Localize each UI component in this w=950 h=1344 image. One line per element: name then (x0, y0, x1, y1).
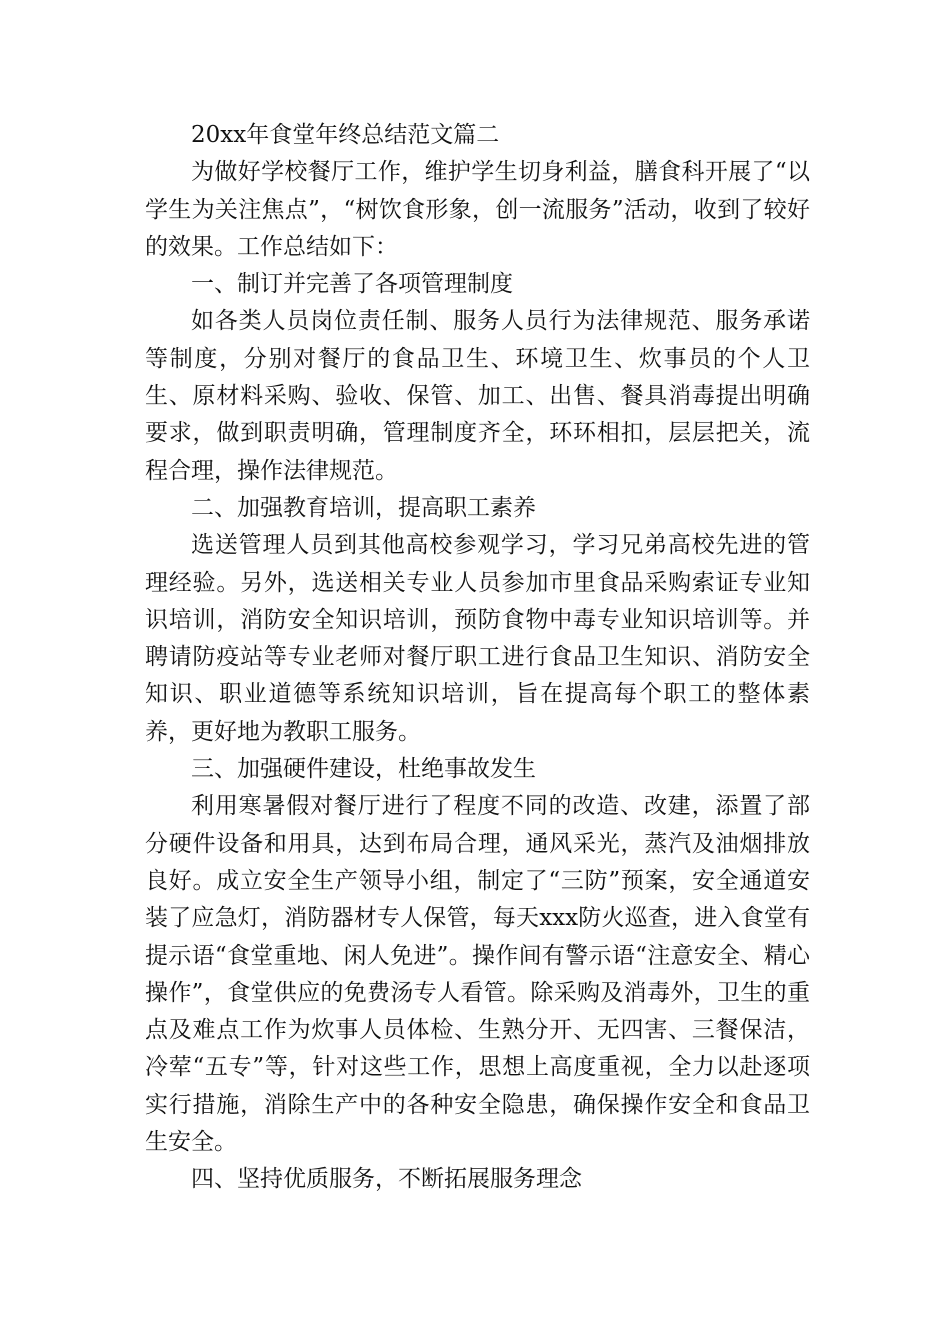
document-title: 20xx年食堂年终总结范文篇二 (191, 122, 500, 148)
document-body (145, 117, 810, 1199)
section-heading-4: 四、坚持优质服务，不断拓展服务理念 (191, 1166, 582, 1193)
paragraph-section-2: 选送管理人员到其他高校参观学习，学习兄弟高校先进的管理经验。另外，选送相关专业人员参加市里食品采购索证专业知识培训，消防安全知识培训，预防食物中毒专业知识培训等。并聘请防疫站等专业老师对餐厅职工进行食品卫生知识、消防安全知识、职业道德等系统知识培训，旨在提高每个职工的整体素养，更好地为教职工服务。 (145, 532, 810, 745)
section-heading-2: 二、加强教育培训，提高职工素养 (191, 494, 536, 521)
paragraph-section-3: 利用寒暑假对餐厅进行了程度不同的改造、改建，添置了部分硬件设备和用具，达到布局合理，通风采光，蒸汽及油烟排放良好。成立安全生产领导小组，制定了“三防”预案，安全通道安装了应急灯，消防器材专人保管，每天xxx防火巡查，进入食堂有提示语“食堂重地、闲人免进”。操作间有警示语“注意安全、精心操作”，食堂供应的免费汤专人看管。除采购及消毒外，卫生的重点及难点工作为炊事人员体检、生熟分开、无四害、三餐保洁，冷荤“五专”等，针对这些工作，思想上高度重视，全力以赴逐项实行措施，消除生产中的各种安全隐患，确保操作安全和食品卫生安全。 (145, 793, 810, 1156)
section-heading-3: 三、加强硬件建设，杜绝事故发生 (191, 756, 536, 783)
paragraph-intro: 为做好学校餐厅工作，维护学生切身利益，膳食科开展了“以学生为关注焦点”，“树饮食形象，创一流服务”活动，收到了较好的效果。工作总结如下： (145, 159, 810, 260)
paragraph-section-1: 如各类人员岗位责任制、服务人员行为法律规范、服务承诺等制度，分别对餐厅的食品卫生、环境卫生、炊事员的个人卫生、原材料采购、验收、保管、加工、出售、餐具消毒提出明确要求，做到职责明确，管理制度齐全，环环相扣，层层把关，流程合理，操作法律规范。 (145, 308, 810, 484)
section-heading-1: 一、制订并完善了各项管理制度 (191, 271, 513, 298)
